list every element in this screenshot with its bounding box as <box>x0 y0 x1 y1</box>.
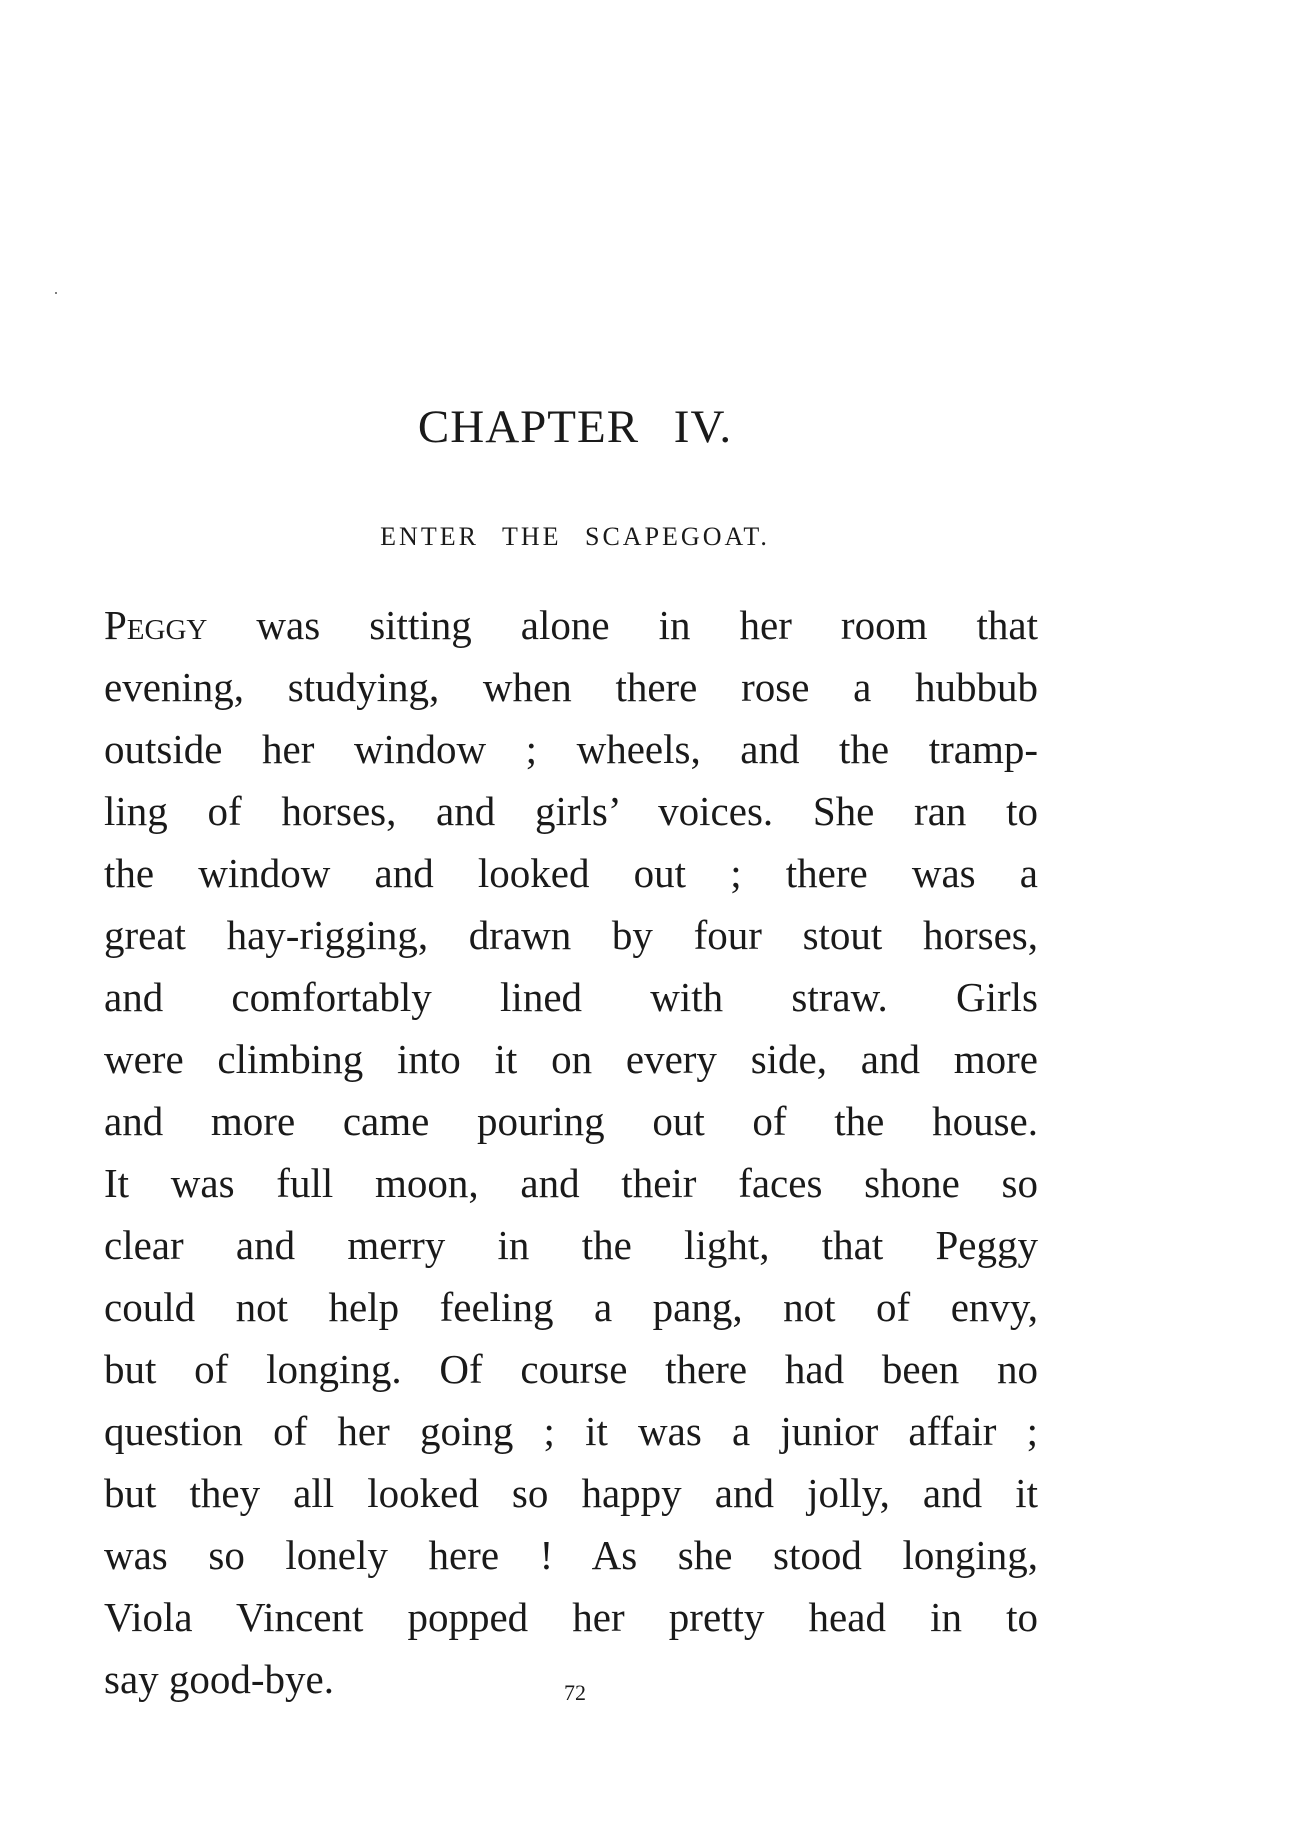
text-line: question of her going ; it was a junior affair ; <box>104 1408 1038 1454</box>
text-line: the window and looked out ; there was a <box>104 850 1038 896</box>
body-paragraph <box>104 594 1038 1710</box>
text-line: say good-bye. <box>104 1656 335 1702</box>
text-line: It was full moon, and their faces shone so <box>104 1160 1038 1206</box>
text-line: and comfortably lined with straw. Girls <box>104 974 1038 1020</box>
text-line: Viola Vincent popped her pretty head in to <box>104 1594 1038 1640</box>
text-line: evening, studying, when there rose a hubbub <box>104 664 1038 710</box>
first-word: Peggy <box>104 602 208 648</box>
text-line: Peggy was sitting alone in her room that <box>104 602 1038 648</box>
text-line: could not help feeling a pang, not of envy, <box>104 1284 1038 1330</box>
text-line: ling of horses, and girls’ voices. She ran to <box>104 788 1038 834</box>
chapter-title: CHAPTER IV. <box>417 401 733 453</box>
text-line: were climbing into it on every side, and more <box>104 1036 1038 1082</box>
page-number: 72 <box>564 1680 586 1705</box>
text-line: clear and merry in the light, that Peggy <box>104 1222 1038 1268</box>
text-line: and more came pouring out of the house. <box>104 1098 1038 1144</box>
text-line: outside her window ; wheels, and the tramp- <box>104 726 1038 772</box>
text-line: but they all looked so happy and jolly, and it <box>104 1470 1038 1516</box>
text-line: was so lonely here ! As she stood longing, <box>104 1532 1038 1578</box>
chapter-subtitle: ENTER THE SCAPEGOAT. <box>380 522 770 551</box>
text-line: but of longing. Of course there had been no <box>104 1346 1038 1392</box>
text-line: great hay-rigging, drawn by four stout horses, <box>104 912 1038 958</box>
paper-speck <box>55 292 57 294</box>
